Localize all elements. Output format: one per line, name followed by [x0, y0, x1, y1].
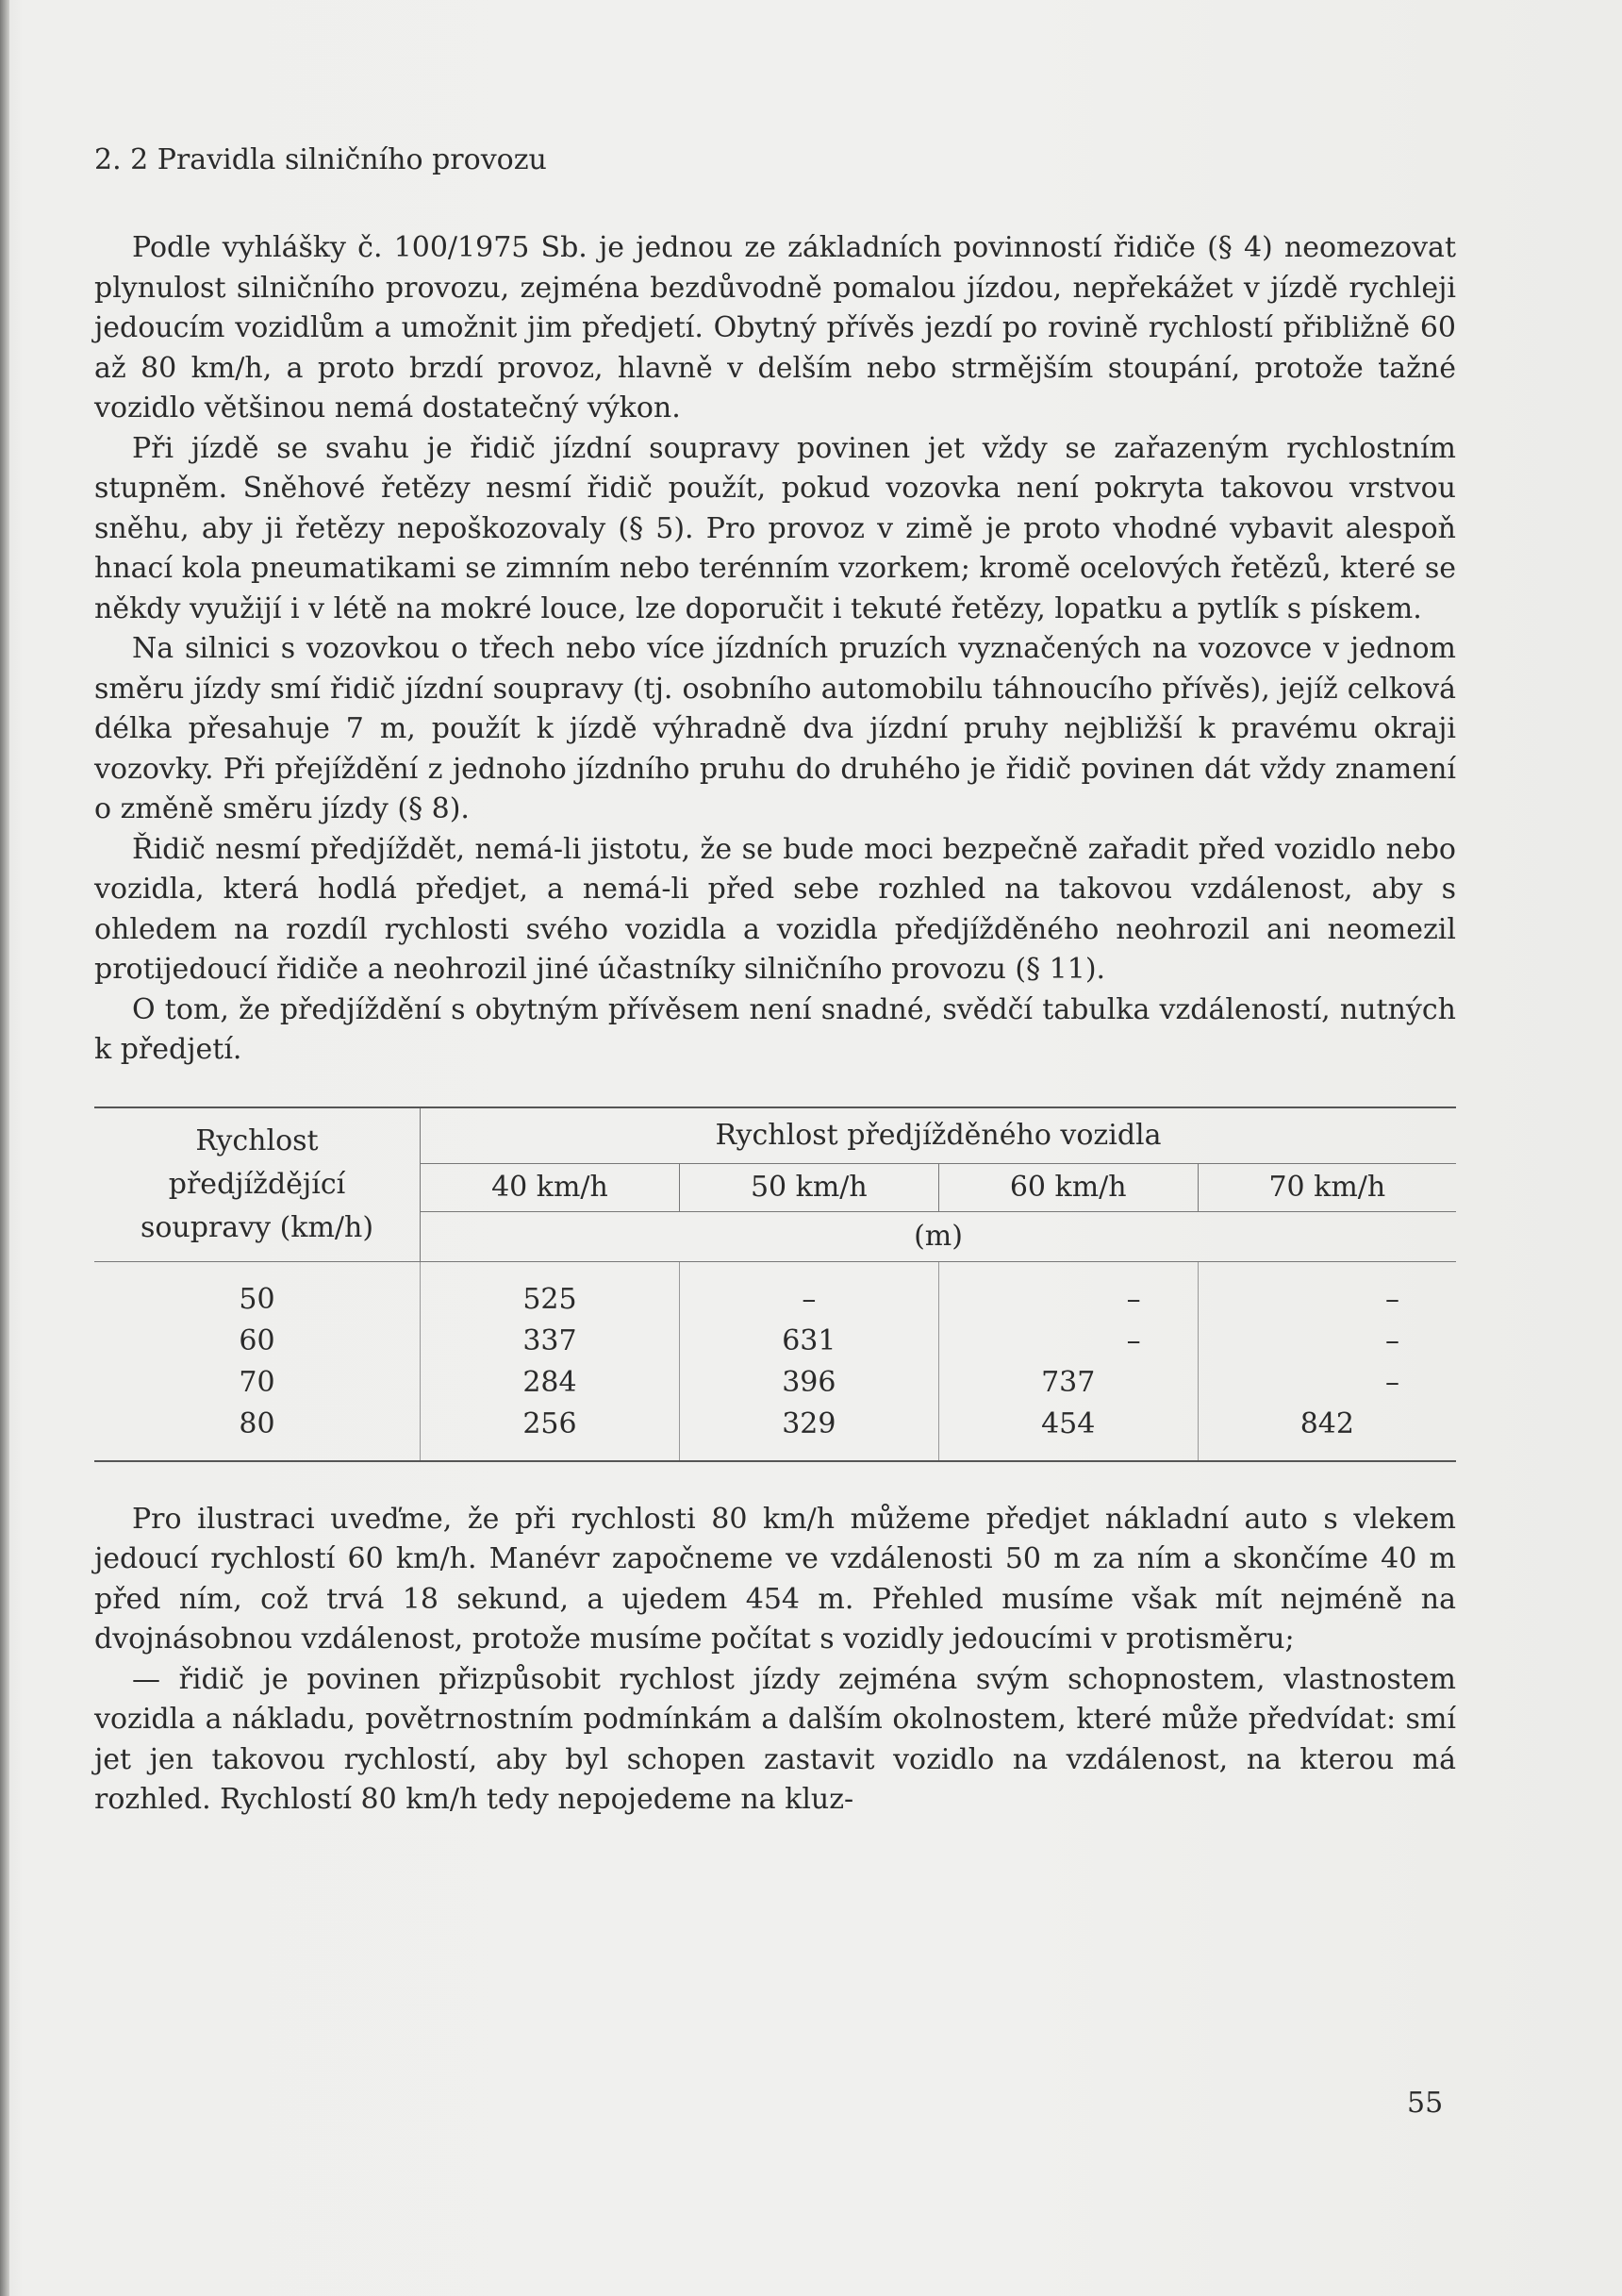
table-row — [94, 1404, 1456, 1460]
paragraph-2: Při jízdě se svahu je řidič jízdní soupravy povinen jet vždy se zařazeným rychlostním stupněm. Sněhové řetězy nesmí řidič použít, pokud vozovka není pokryta takovou vrstvou sněhu, aby ji řetězy nepoškozovaly (§ 5). Pro provoz v zimě je proto vhodné vybavit alespoň hnací kola pneumatikami se zimním nebo terénním vzorkem; kromě ocelových řetězů, které se někdy využijí i v létě na mokré louce, lze doporučit i tekuté řetězy, lopatku a pytlík s pískem. — [94, 431, 1456, 625]
table-cell: 284 — [421, 1362, 680, 1404]
paragraph-5: O tom, že předjíždění s obytným přívěsem není snadné, svědčí tabulka vzdáleností, nutných k předjetí. — [94, 992, 1456, 1066]
table-row — [94, 1261, 1456, 1321]
table-cell: 525 — [421, 1261, 680, 1321]
table-cell: – — [1385, 1323, 1399, 1357]
speed-header-40: 40 km/h — [421, 1163, 680, 1211]
page-content — [94, 141, 1456, 1821]
paragraph-1: Podle vyhlášky č. 100/1975 Sb. je jednou ze základních povinností řidiče (§ 4) neomezovat plynulost silničního provozu, zejména bezdůvodně pomalou jízdou, nepřekážet v jízdě rychleji jedoucím vozidlům a umožnit jim předjetí. Obytný přívěs jezdí po rovině rychlostí přibližně 60 až 80 km/h, a proto brzdí provoz, hlavně v delším nebo strmějším stoupání, protože tažné vozidlo většinou nemá dostatečný výkon. — [94, 231, 1456, 424]
row-speed: 60 — [94, 1321, 421, 1362]
left-header — [94, 1108, 421, 1262]
table-cell: – — [938, 1261, 1198, 1321]
table-row — [94, 1362, 1456, 1404]
left-header-line-1: Rychlost — [195, 1123, 319, 1157]
table-cell: – — [938, 1321, 1198, 1362]
table-cell: 337 — [421, 1321, 680, 1362]
table-cell: 454 — [938, 1404, 1198, 1460]
table-cell: 396 — [679, 1362, 938, 1404]
paragraph-7: — řidič je povinen přizpůsobit rychlost jízdy zejména svým schopnostem, vlastnostem vozidla a nákladu, povětrnostním podmínkám a dalším okolnostem, které může předvídat: smí jet jen takovou rychlostí, aby byl schopen zastavit vozidlo na vzdálenost, na kterou má rozhled. Rychlostí 80 km/h tedy nepojedeme na kluz- — [94, 1662, 1456, 1816]
table-cell: – — [1385, 1365, 1399, 1399]
table-cell: 329 — [679, 1404, 938, 1460]
table-cell: – — [1385, 1282, 1399, 1316]
paragraph-3: Na silnici s vozovkou o třech nebo více jízdních pruzích vyznačených na vozovce v jednom směru jízdy smí řidič jízdní soupravy (tj. osobního automobilu táhnoucího přívěs), jejíž celková délka přesahuje 7 m, použít k jízdě výhradně dva jízdní pruhy nejbližší k pravému okraji vozovky. Při přejíždění z jednoho jízdního pruhu do druhého je řidič povinen dát vždy znamení o změně směru jízdy (§ 8). — [94, 632, 1456, 825]
table-cell: 256 — [421, 1404, 680, 1460]
row-speed: 70 — [94, 1362, 421, 1404]
row-speed: 50 — [94, 1261, 421, 1321]
speed-header-60: 60 km/h — [938, 1163, 1198, 1211]
table-cell: 631 — [679, 1321, 938, 1362]
distance-table — [94, 1108, 1456, 1460]
page-number: 55 — [1407, 2087, 1444, 2120]
page-edge-shadow — [0, 0, 9, 2296]
paragraph-4: Řidič nesmí předjíždět, nemá-li jistotu, že se bude moci bezpečně zařadit před vozidlo nebo vozidla, která hodlá předjet, a nemá-li před sebe rozhled na takovou vzdálenost, aby s ohledem na rozdíl rychlosti svého vozidla a vozidla předjížděného neohrozil ani neomezil protijedoucí řidiče a neohrozil jiné účastníky silničního provozu (§ 11). — [94, 832, 1456, 986]
unit-header: (m) — [421, 1211, 1457, 1261]
section-heading: 2. 2 Pravidla silničního provozu — [94, 143, 547, 176]
table-cell: 737 — [938, 1362, 1198, 1404]
left-header-line-2: předjíždějící — [168, 1167, 346, 1201]
table-cell: – — [679, 1261, 938, 1321]
left-header-line-3: soupravy (km/h) — [140, 1210, 374, 1244]
speed-header-50: 50 km/h — [679, 1163, 938, 1211]
speed-header-70: 70 km/h — [1198, 1163, 1456, 1211]
row-speed: 80 — [94, 1404, 421, 1460]
paragraph-6: Pro ilustraci uveďme, že při rychlosti 80 km/h můžeme předjet nákladní auto s vlekem jedoucí rychlostí 60 km/h. Manévr započneme ve vzdálenosti 50 m za ním a skončíme 40 m před ním, což trvá 18 sekund, a ujedem 454 m. Přehled musíme však mít nejméně na dvojnásobnou vzdálenost, protože musíme počítat s vozidly jedoucími v protisměru; — [94, 1502, 1456, 1655]
table-row — [94, 1321, 1456, 1362]
table-cell: 842 — [1299, 1406, 1354, 1440]
overtaking-distance-table — [94, 1106, 1456, 1462]
top-header: Rychlost předjížděného vozidla — [421, 1108, 1457, 1164]
